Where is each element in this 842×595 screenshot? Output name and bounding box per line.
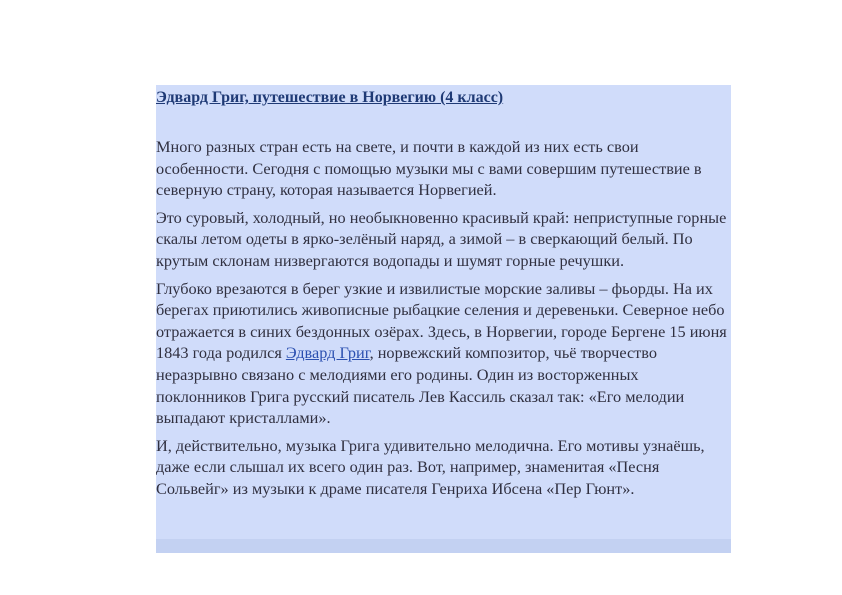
document-content [156,85,731,506]
paragraph-3-text-before: Глубоко врезаются в берег узкие и извилистые морские заливы – фьорды. На их берегах приютились живописные рыбацкие селения и деревеньки. Северное небо отражается в синих бездонных озёрах. Здесь, в Норвегии, городе Бергене 15 июня 1843 года родился [156,278,727,363]
document-title[interactable]: Эдвард Григ, путешествие в Норвегию (4 класс) [156,89,504,106]
panel-bottom-band [156,539,731,553]
grieg-link[interactable]: Эдвард Григ [285,343,370,363]
paragraph-4: И, действительно, музыка Грига удивительно мелодична. Его мотивы узнаёшь, даже если слышал их всего один раз. Вот, например, знаменитая «Песня Сольвейг» из музыки к драме писателя Генриха Ибсена «Пер Гюнт». [156,435,705,498]
paragraph-3-text-after: , норвежский композитор, чьё творчество неразрывно связано с мелодиями его родины. Один из восторженных поклонников Грига русский писатель Лев Кассиль сказал так: «Его мелодии выпадают кристаллами». [156,343,685,428]
text-panel [156,85,731,553]
paragraph-3 [156,278,731,429]
paragraph-2: Это суровый, холодный, но необыкновенно красивый край: неприступные горные скалы летом одеты в ярко-зелёный наряд, а зимой – в сверкающий белый. По крутым склонам низвергаются водопады и шумят горные речушки. [156,207,727,270]
paragraph-1: Много разных стран есть на свете, и почти в каждой из них есть свои особенности. Сегодня с помощью музыки мы с вами совершим путешествие в северную страну, которая называется Норвегией. [156,137,702,200]
